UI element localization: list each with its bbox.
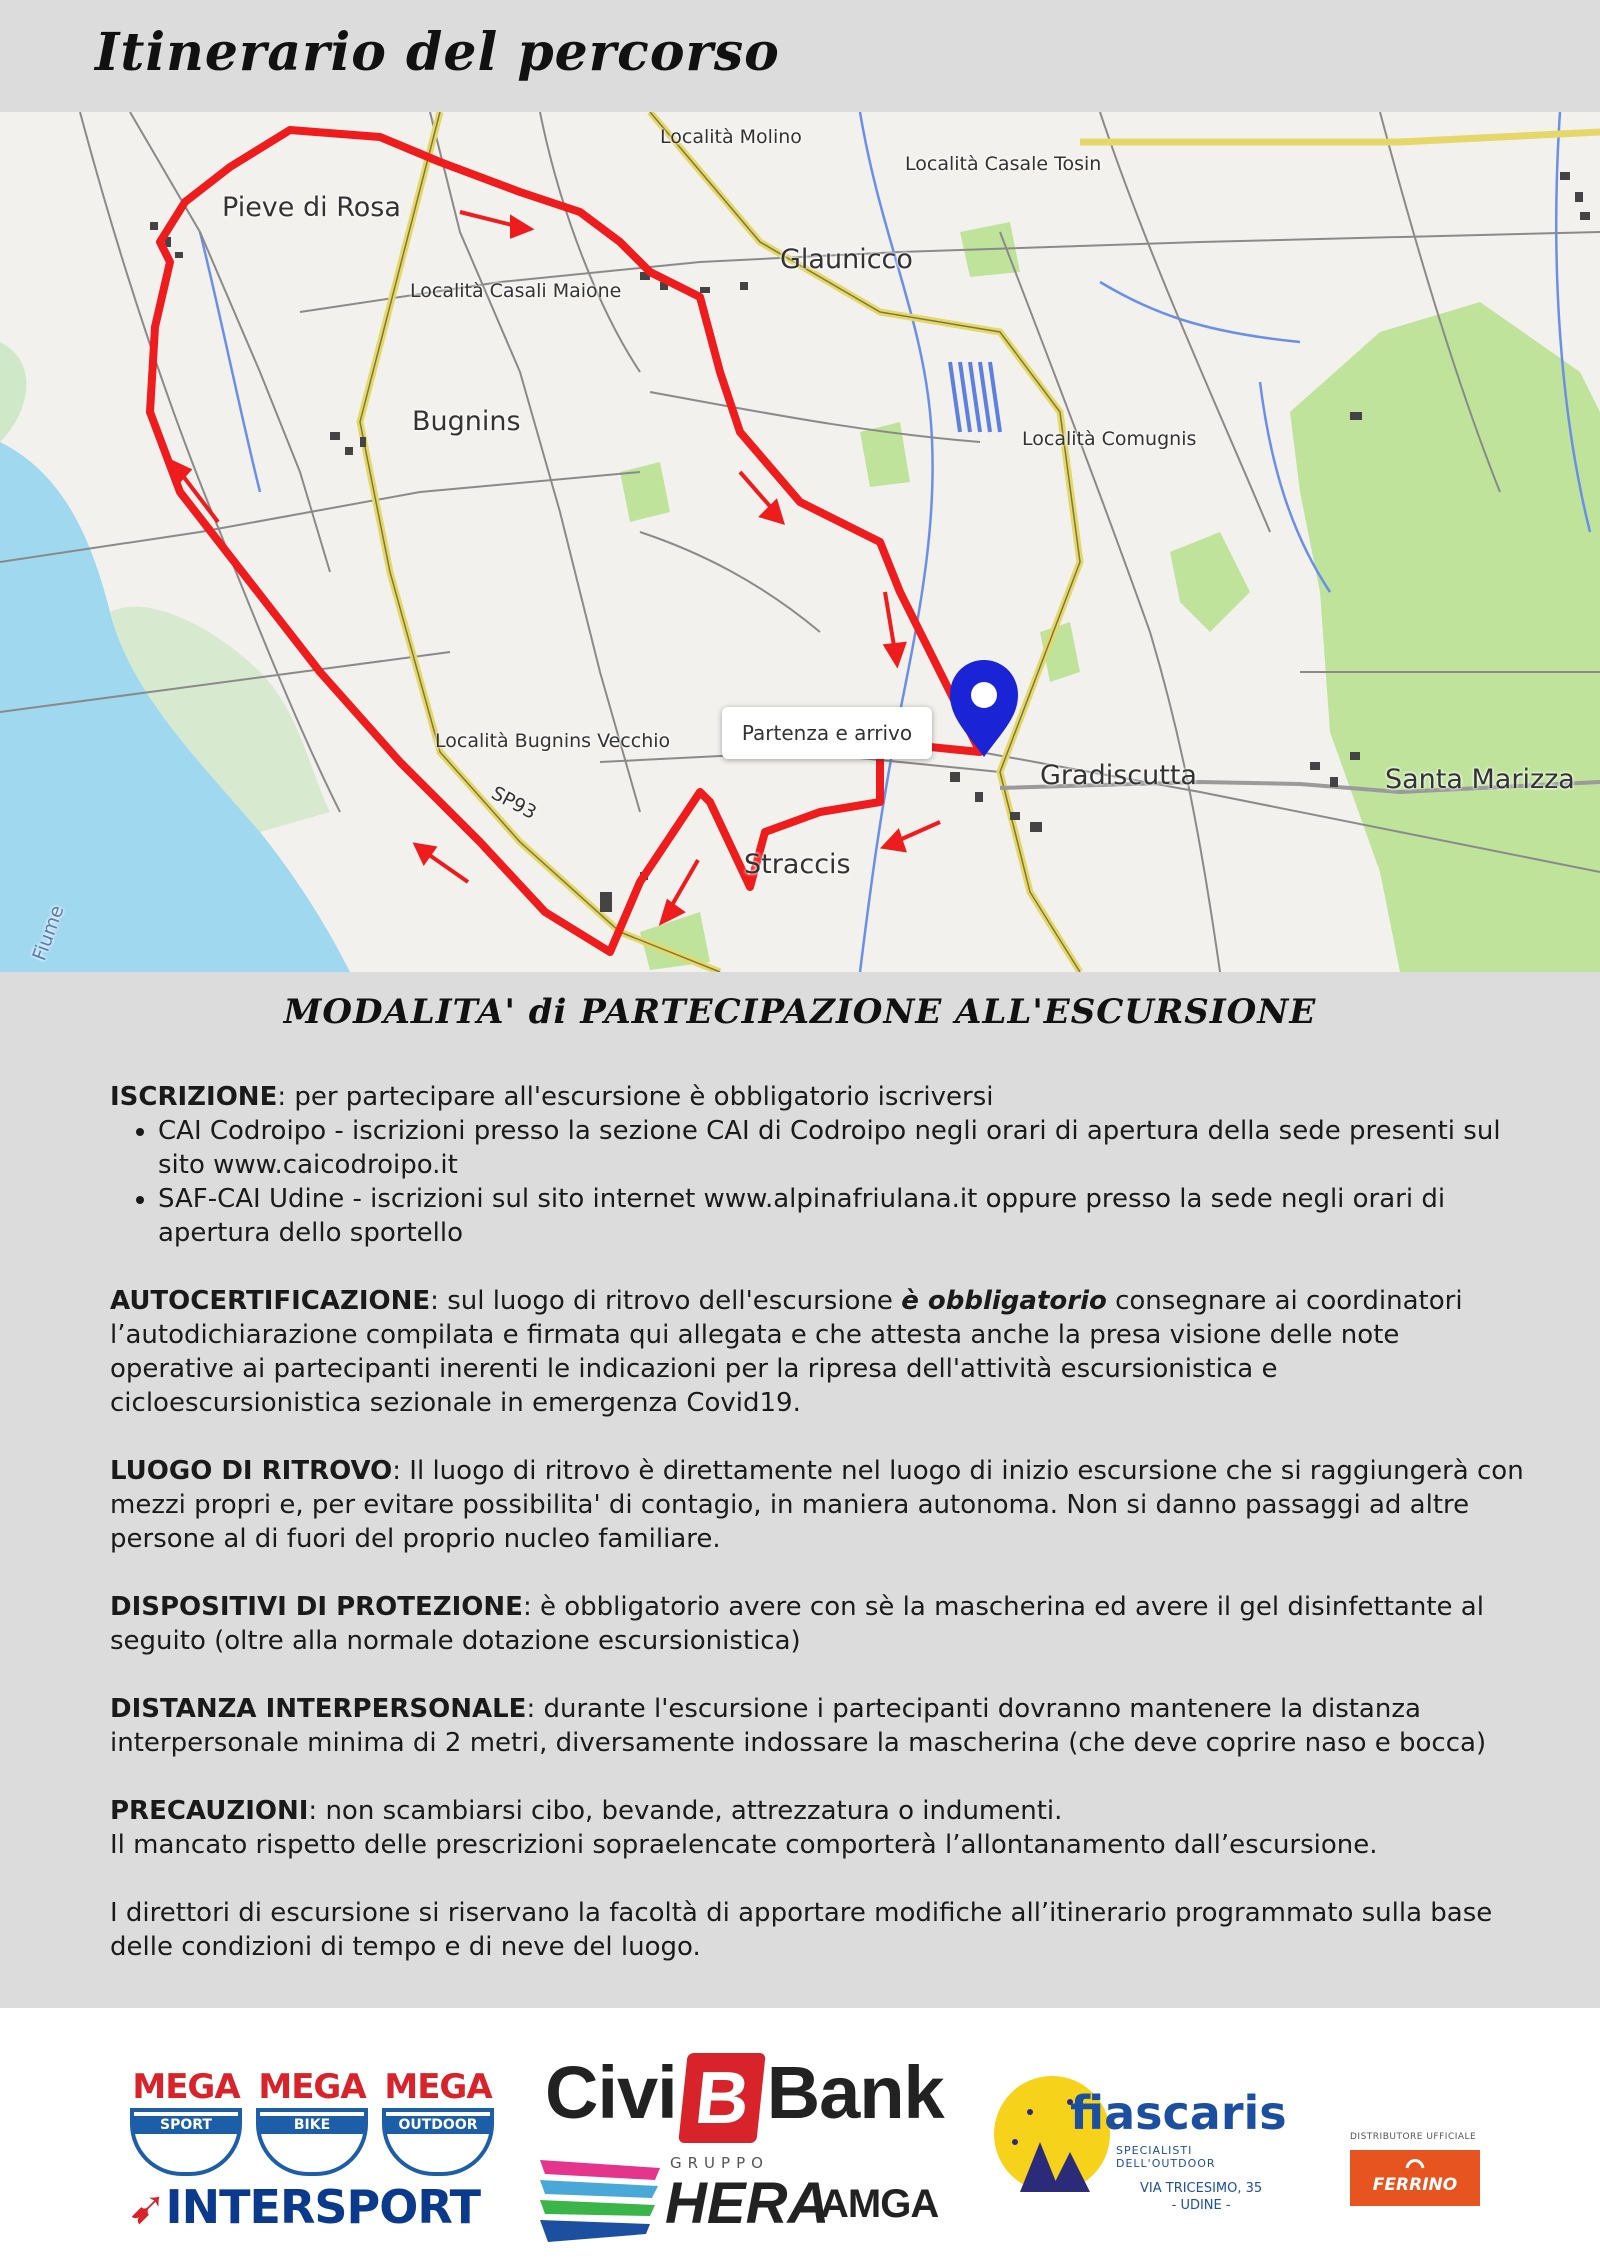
civibank-logo: [545, 2050, 944, 2143]
iscrizione-list: [110, 1114, 1530, 1250]
map-label-pieve-di-rosa: Pieve di Rosa: [222, 192, 401, 223]
dispositivi-label: DISPOSITIVI DI PROTEZIONE: [110, 1592, 523, 1622]
map-label-straccis: Straccis: [744, 849, 851, 880]
fiascaris-logo: [990, 2072, 1290, 2222]
luogo-text: : Il luogo di ritrovo è direttamente nel luogo di inizio escursione che si raggiungerà con mezzi propri e, per evitare possibilita' di contagio, in maniera autonoma. Non si danno passaggi ad altre persone al di fuori del proprio nucleo familiare.: [110, 1456, 1524, 1554]
intersport-logo: [128, 2180, 480, 2234]
fiascaris-address-street: VIA TRICESIMO, 35: [1140, 2181, 1263, 2196]
map-label-casali-maione: Località Casali Maione: [410, 280, 622, 302]
map-label-glaunicco: Glaunicco: [780, 244, 913, 275]
mega-badge: [256, 2108, 368, 2176]
map-label-molino: Località Molino: [660, 126, 802, 148]
direttori-paragraph: I direttori di escursione si riservano la facoltà di apportare modifiche all’itinerario programmato sulla base delle condizioni di tempo e di neve del luogo.: [110, 1898, 1493, 1962]
mega-tag: OUTDOOR: [386, 2116, 490, 2134]
autocertificazione-text: : sul luogo di ritrovo dell'escursione: [430, 1286, 902, 1316]
civibank-right: Bank: [766, 2051, 944, 2134]
precauzioni-paragraph: [110, 1794, 1530, 1862]
mega-tag: BIKE: [260, 2116, 364, 2134]
precauzioni-text: : non scambiarsi cibo, bevande, attrezzatura o indumenti.: [308, 1796, 1063, 1826]
mega-bike-logo: [256, 2067, 368, 2176]
mega-word: MEGA: [258, 2067, 366, 2107]
dispositivi-text: : è obbligatorio avere con sè la mascherina ed avere il gel disinfettante al seguito (oltre alla normale dotazione escursionistica): [110, 1592, 1484, 1656]
fiascaris-address-city: - UDINE -: [1171, 2198, 1231, 2213]
civibank-mark-icon: B: [678, 2053, 765, 2143]
list-item: • SAF-CAI Udine - iscrizioni sul sito internet www.alpinafriulana.it oppure presso la sede negli orari di apertura dello sportello: [158, 1182, 1530, 1250]
civibank-left: Civi: [545, 2051, 677, 2134]
hera-logo: [540, 2150, 830, 2254]
map-label-santa-marizza: Santa Marizza: [1385, 764, 1575, 795]
mega-outdoor-logo: [382, 2067, 494, 2176]
distanza-label: DISTANZA INTERPERSONALE: [110, 1694, 527, 1724]
ferrino-text: FERRINO: [1372, 2175, 1458, 2195]
iscrizione-paragraph: [110, 1080, 1530, 1114]
luogo-paragraph: [110, 1454, 1530, 1556]
map-label-gradiscutta: Gradiscutta: [1040, 760, 1197, 791]
page-title: Itinerario del percorso: [95, 22, 780, 83]
obbligatorio-emphasis: è obbligatorio: [901, 1286, 1107, 1316]
page-header: [0, 0, 1600, 112]
map-label-comugnis: Località Comugnis: [1022, 428, 1197, 450]
precauzioni-line2: Il mancato rispetto delle prescrizioni sopraelencate comporterà l’allontanamento dall’escursione.: [110, 1830, 1378, 1860]
mega-tag: SPORT: [134, 2116, 238, 2134]
iscrizione-text: : per partecipare all'escursione è obbligatorio iscriversi: [277, 1082, 994, 1112]
intersport-swoosh-icon: ➹: [128, 2180, 166, 2234]
dispositivi-paragraph: [110, 1590, 1530, 1658]
start-finish-popup[interactable]: Partenza e arrivo: [722, 707, 932, 759]
mega-logos: [130, 2067, 494, 2176]
distanza-paragraph: [110, 1692, 1530, 1760]
map-canvas: [0, 112, 1600, 972]
fiascaris-address: [1140, 2180, 1262, 2214]
rules-content: [110, 1080, 1530, 1998]
iscrizione-label: ISCRIZIONE: [110, 1082, 278, 1112]
precauzioni-label: PRECAUZIONI: [110, 1796, 309, 1826]
hera-text: HERA: [665, 2171, 830, 2236]
mega-sport-logo: [130, 2067, 242, 2176]
intersport-text: INTERSPORT: [165, 2180, 481, 2234]
list-item: • CAI Codroipo - iscrizioni presso la sezione CAI di Codroipo negli orari di apertura della sede presenti sul sito www.caicodroipo.it: [158, 1114, 1530, 1182]
ferrino-box: [1350, 2150, 1480, 2206]
ferrino-distributor-label: DISTRIBUTORE UFFICIALE: [1350, 2132, 1477, 2142]
luogo-label: LUOGO DI RITROVO: [110, 1456, 393, 1486]
map-label-casale-tosin: Località Casale Tosin: [905, 153, 1102, 175]
autocertificazione-paragraph: [110, 1284, 1530, 1420]
hera-group: GRUPPO: [670, 2154, 769, 2172]
route-map[interactable]: [0, 112, 1600, 972]
ferrino-logo: [1350, 2132, 1480, 2206]
distanza-text: : durante l'escursione i partecipanti dovranno mantenere la distanza interpersonale minima di 2 metri, diversamente indossare la mascherina (che deve coprire naso e bocca): [110, 1694, 1487, 1758]
amga-logo: AMGA: [820, 2182, 939, 2226]
map-label-bugnins: Bugnins: [412, 406, 521, 437]
mega-badge: [130, 2108, 242, 2176]
map-label-fiume: Fiume: [28, 902, 69, 964]
autocertificazione-label: AUTOCERTIFICAZIONE: [110, 1286, 431, 1316]
hera-stripes-icon: [540, 2150, 670, 2250]
mega-word: MEGA: [132, 2067, 240, 2107]
mega-word: MEGA: [384, 2067, 492, 2107]
autocertificazione-text-after: consegnare ai coordinatori l’autodichiarazione compilata e firmata qui allegata e che attesta anche la presa visione delle note operative ai partecipanti inerenti le indicazioni per la ripresa dell'attività escursionistica e cicloescursionistica sezionale in emergenza Covid19.: [110, 1286, 1463, 1418]
fiascaris-subtitle: SPECIALISTI DELL'OUTDOOR: [1116, 2144, 1216, 2170]
mega-badge: [382, 2108, 494, 2176]
section-title: MODALITA' di PARTECIPAZIONE ALL'ESCURSIONE: [283, 992, 1317, 1032]
ferrino-arc-icon: [1405, 2156, 1425, 2170]
map-label-bugnins-vecchio: Località Bugnins Vecchio: [435, 730, 671, 752]
fiascaris-name: fiascaris: [1070, 2086, 1287, 2140]
map-label-sp93: SP93: [487, 782, 541, 824]
